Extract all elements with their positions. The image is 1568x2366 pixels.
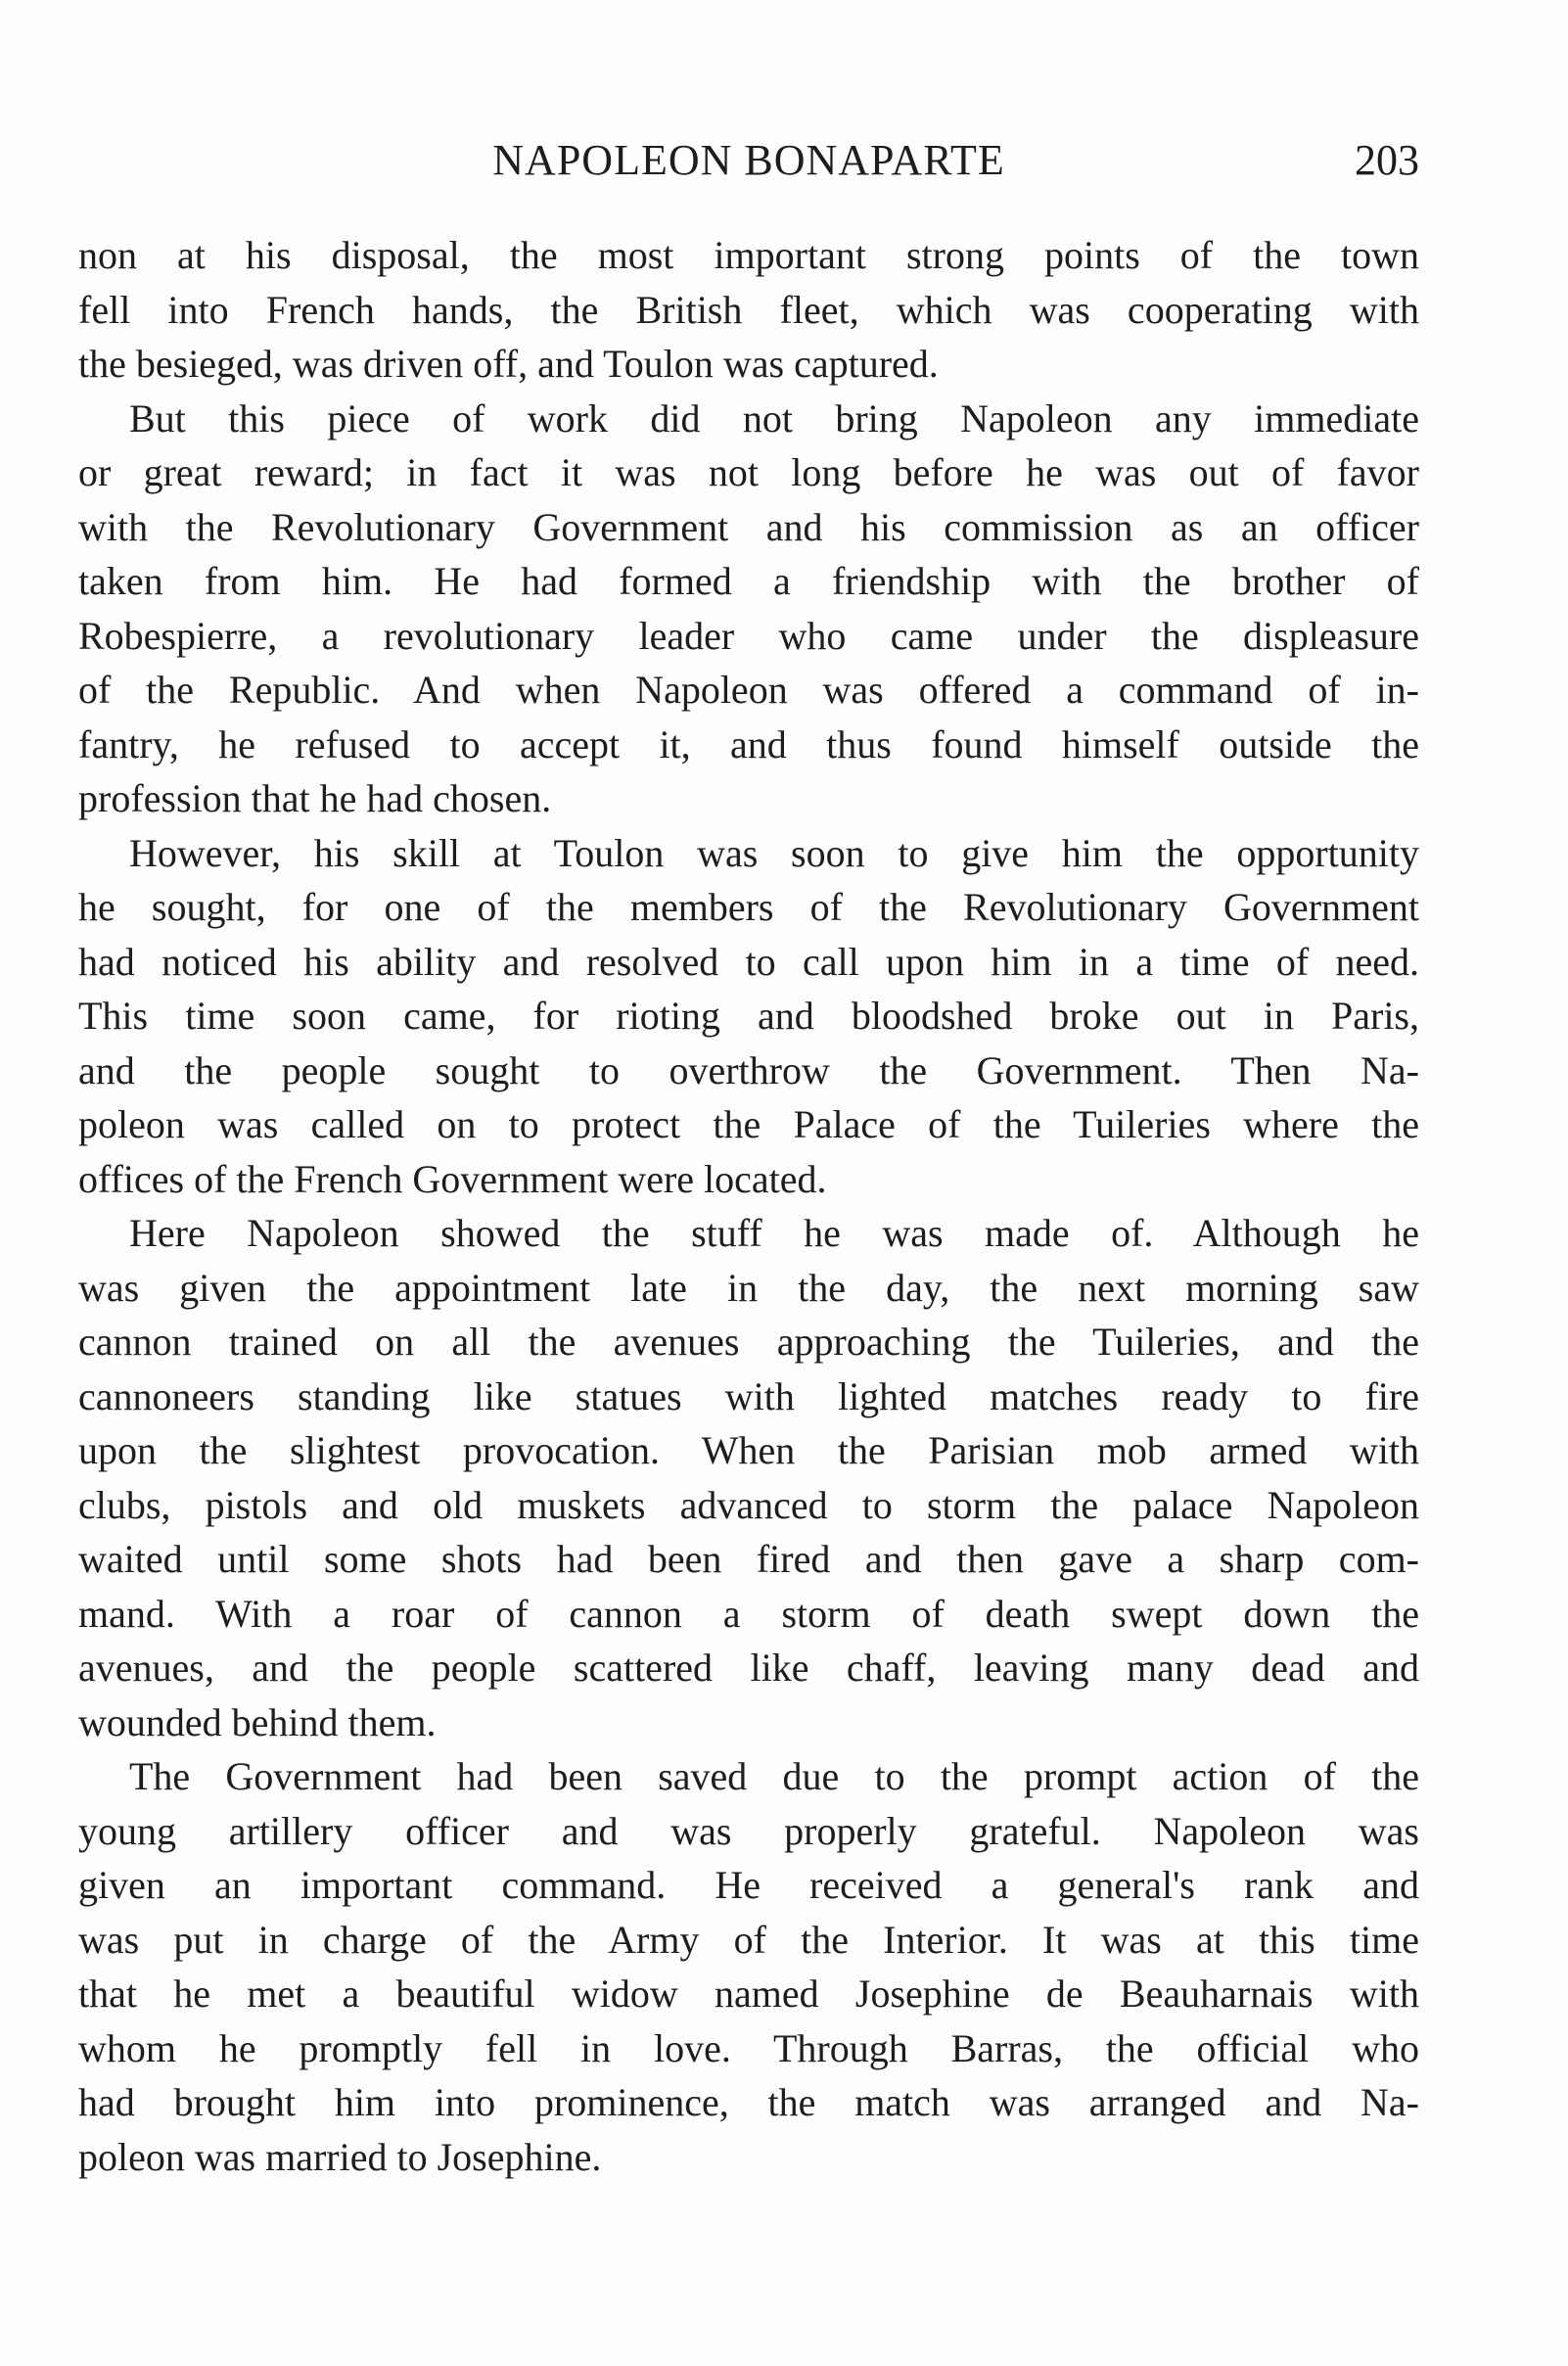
text-line: taken from him. He had formed a friendship with the brother of bbox=[78, 559, 1419, 603]
text-line: given an important command. He received a general's rank and bbox=[78, 1863, 1419, 1907]
text-line: was given the appointment late in the day, the next morning saw bbox=[78, 1265, 1419, 1310]
text-line: profession that he had chosen. bbox=[78, 776, 552, 820]
text-line: wounded behind them. bbox=[78, 1699, 437, 1744]
text-line: But this piece of work did not bring Napoleon any immediate bbox=[129, 395, 1419, 441]
text-line: whom he promptly fell in love. Through Barras, the official who bbox=[78, 2025, 1419, 2070]
text-line: Here Napoleon showed the stuff he was made of. Although he bbox=[129, 1211, 1419, 1255]
text-line: poleon was married to Josephine. bbox=[78, 2134, 602, 2179]
text-line: had brought him into prominence, the match was arranged and Na- bbox=[78, 2080, 1419, 2124]
text-line: non at his disposal, the most important strong points of the town bbox=[78, 233, 1419, 277]
text-line: or great reward; in fact it was not long before he was out of favor bbox=[78, 450, 1419, 494]
text-line: was put in charge of the Army of the Interior. It was at this time bbox=[78, 1917, 1419, 1962]
text-line: mand. With a roar of cannon a storm of death swept down the bbox=[78, 1591, 1419, 1636]
body-text bbox=[78, 228, 1419, 2184]
text-line: avenues, and the people scattered like chaff, leaving many dead and bbox=[78, 1646, 1419, 1690]
text-line: the besieged, was driven off, and Toulon was captured. bbox=[78, 342, 939, 386]
text-line: poleon was called on to protect the Palace of the Tuileries where the bbox=[78, 1102, 1419, 1146]
text-line: The Government had been saved due to the prompt action of the bbox=[129, 1754, 1419, 1798]
text-line: of the Republic. And when Napoleon was offered a command of in- bbox=[78, 668, 1419, 712]
text-line: young artillery officer and was properly grateful. Napoleon was bbox=[78, 1808, 1419, 1853]
text-line: However, his skill at Toulon was soon to give him the opportunity bbox=[129, 830, 1419, 875]
text-line: This time soon came, for rioting and bloodshed broke out in Paris, bbox=[78, 994, 1419, 1038]
text-line: upon the slightest provocation. When the Parisian mob armed with bbox=[78, 1428, 1419, 1472]
text-line: fantry, he refused to accept it, and thus found himself outside the bbox=[78, 721, 1419, 766]
text-line: and the people sought to overthrow the Government. Then Na- bbox=[78, 1047, 1419, 1092]
page-number: 203 bbox=[1355, 136, 1419, 184]
text-line: offices of the French Government were located. bbox=[78, 1156, 827, 1201]
text-line: Robespierre, a revolutionary leader who came under the displeasure bbox=[78, 613, 1419, 658]
text-line: fell into French hands, the British fleet, which was cooperating with bbox=[78, 287, 1419, 332]
text-line: cannoneers standing like statues with lighted matches ready to fire bbox=[78, 1373, 1419, 1418]
text-line: cannon trained on all the avenues approaching the Tuileries, and the bbox=[78, 1320, 1419, 1364]
text-line: with the Revolutionary Government and his commission as an officer bbox=[78, 504, 1419, 549]
page-header bbox=[78, 135, 1419, 194]
text-line: he sought, for one of the members of the Revolutionary Government bbox=[78, 885, 1419, 929]
running-head: NAPOLEON BONAPARTE bbox=[492, 136, 1005, 184]
text-line: waited until some shots had been fired and then gave a sharp com- bbox=[78, 1537, 1419, 1581]
text-line: had noticed his ability and resolved to call upon him in a time of need. bbox=[78, 939, 1419, 984]
text-line: that he met a beautiful widow named Josephine de Beauharnais with bbox=[78, 1972, 1419, 2016]
text-line: clubs, pistols and old muskets advanced to storm the palace Napoleon bbox=[78, 1482, 1419, 1527]
